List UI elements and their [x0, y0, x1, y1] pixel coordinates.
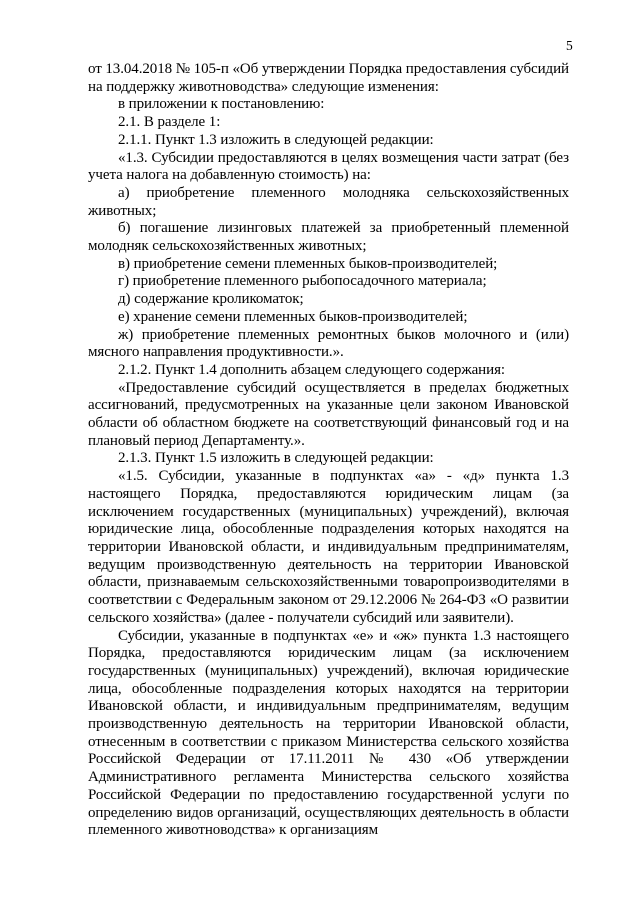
- list-item: д) содержание кроликоматок;: [118, 291, 304, 308]
- paragraph: 2.1.2. Пункт 1.4 дополнить абзацем следующего содержания:: [118, 361, 505, 378]
- list-item: б) погашение лизинговых платежей за приобретенный племенной молодняк сельскохозяйственных животных;: [88, 220, 569, 255]
- list-item: г) приобретение племенного рыбопосадочного материала;: [118, 273, 487, 290]
- list-item: е) хранение семени племенных быков-производителей;: [118, 308, 468, 325]
- paragraph: 2.1.3. Пункт 1.5 изложить в следующей редакции:: [118, 450, 434, 467]
- paragraph: «Предоставление субсидий осуществляется в пределах бюджетных ассигнований, предусмотренных на указанные цели законом Ивановской области об областном бюджете на соответствующий финансовый год и на плановый период Департаменту.».: [88, 379, 569, 449]
- paragraph: в приложении к постановлению:: [118, 96, 325, 113]
- paragraph: «1.3. Субсидии предоставляются в целях возмещения части затрат (без учета налога на добавленную стоимость) на:: [88, 149, 569, 184]
- document-body: [88, 61, 569, 840]
- list-item: а) приобретение племенного молодняка сельскохозяйственных животных;: [88, 184, 569, 219]
- paragraph: «1.5. Субсидии, указанные в подпунктах «а» - «д» пункта 1.3 настоящего Порядка, предоставляются юридическим лицам (за исключением государственных (муниципальных) учреждений), включая юридические лица, обособленные подразделения которых находятся на территории Ивановской области, и индивидуальным предпринимателям, ведущим производственную деятельность на территории Ивановской области, признаваемым сельскохозяйственными товаропроизводителями в соответствии с Федеральным законом от 29.12.2006 № 264-ФЗ «О развитии сельского хозяйства» (далее - получатели субсидий или заявители).: [88, 468, 569, 626]
- paragraph: от 13.04.2018 № 105-п «Об утверждении Порядка предоставления субсидий на поддержку животноводства» следующие изменения:: [88, 61, 569, 95]
- page-number: 5: [566, 38, 573, 53]
- paragraph: 2.1. В разделе 1:: [118, 114, 221, 131]
- list-item: ж) приобретение племенных ремонтных быков молочного и (или) мясного направления продуктивности.».: [88, 326, 569, 361]
- paragraph: Субсидии, указанные в подпунктах «е» и «ж» пункта 1.3 настоящего Порядка, предоставляются юридическим лицам (за исключением государственных (муниципальных) учреждений), включая юридические лица, обособленные подразделения которых находятся на территории Ивановской области, и индивидуальным предпринимателям, ведущим производственную деятельность на территории Ивановской области, отнесенным в соответствии с приказом Министерства сельского хозяйства Российской Федерации от 17.11.2011 № 430 «Об утверждении Административного регламента Министерства сельского хозяйства Российской Федерации по предоставлению государственной услуги по определению видов организаций, осуществляющих деятельность в области племенного животноводства» к организациям: [88, 627, 569, 839]
- paragraph: 2.1.1. Пункт 1.3 изложить в следующей редакции:: [118, 131, 434, 148]
- list-item: в) приобретение семени племенных быков-производителей;: [118, 255, 498, 272]
